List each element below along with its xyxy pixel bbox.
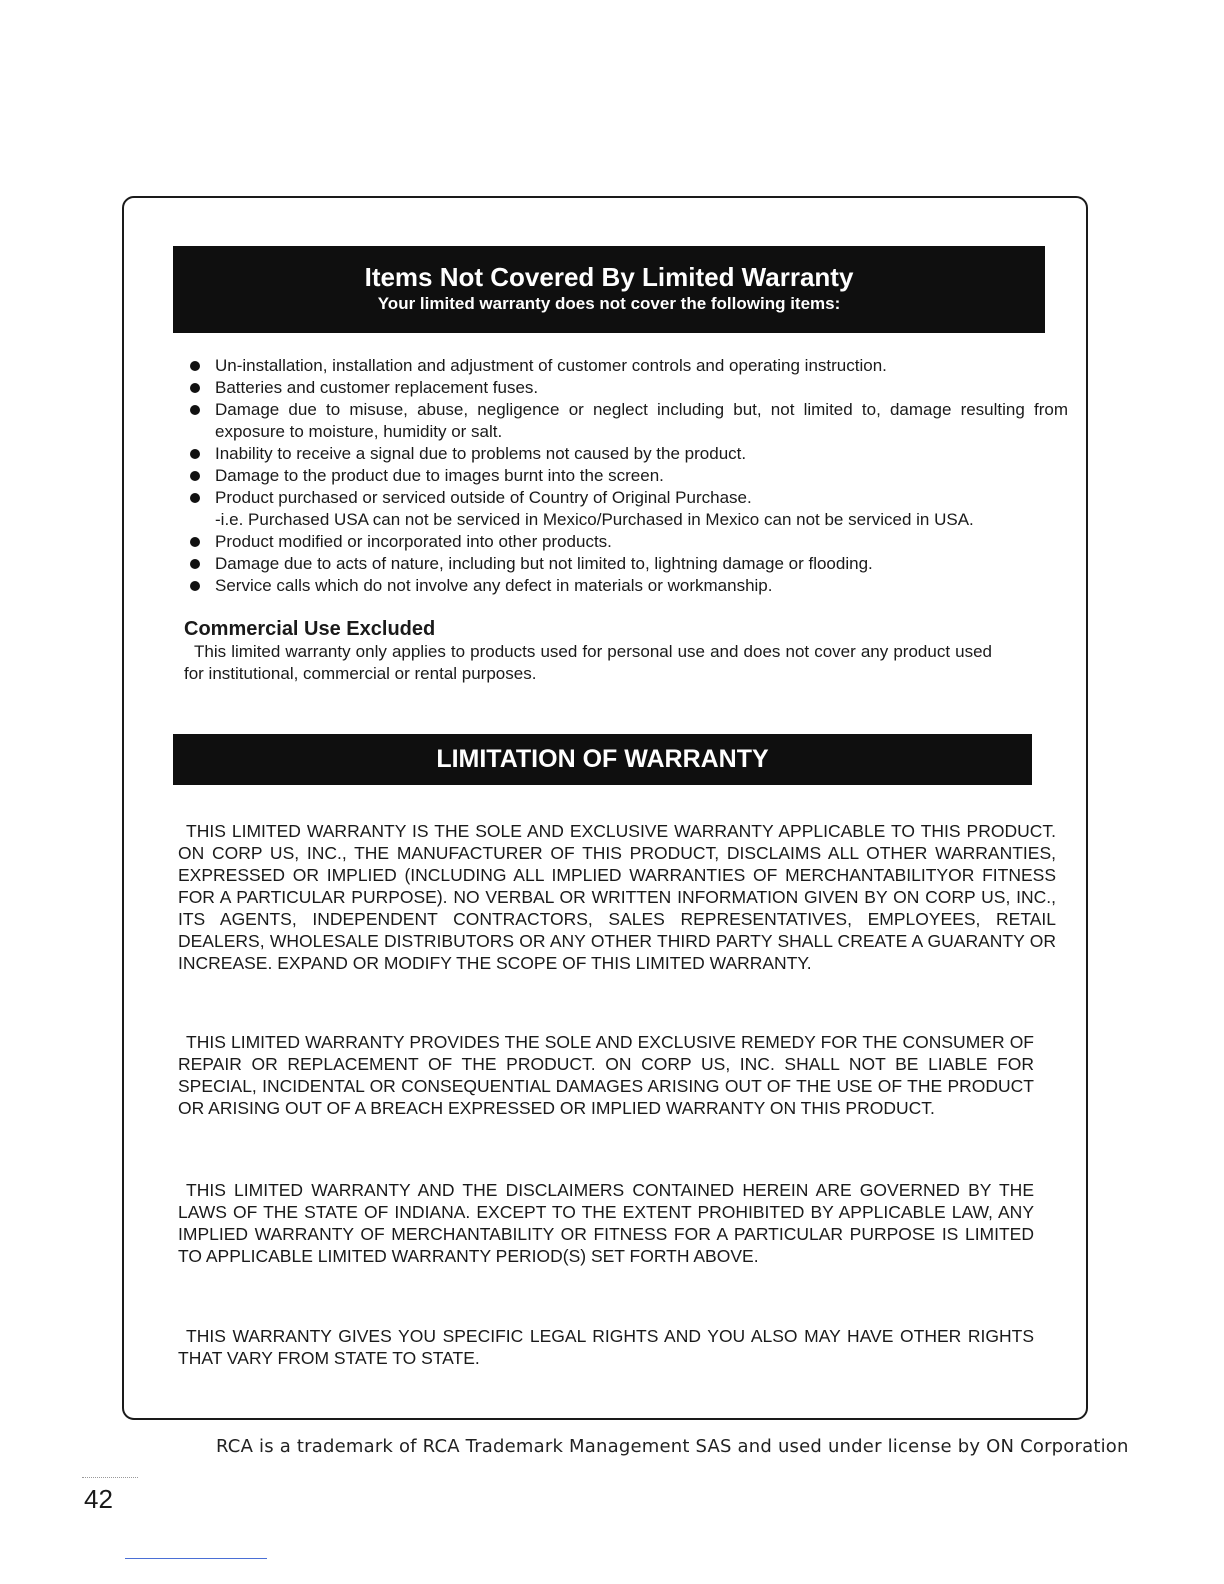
bullet-icon bbox=[190, 559, 200, 569]
list-item: Product modified or incorporated into other products. bbox=[188, 531, 1068, 553]
page-number-rule bbox=[82, 1477, 138, 1478]
items-not-covered-subtitle: Your limited warranty does not cover the following items: bbox=[377, 294, 841, 313]
list-item: Batteries and customer replacement fuses. bbox=[188, 377, 1068, 399]
commercial-use-text: This limited warranty only applies to products used for personal use and does not cover any product used for institutional, commercial or rental purposes. bbox=[184, 642, 992, 683]
bullet-icon bbox=[190, 449, 200, 459]
bullet-icon bbox=[190, 405, 200, 415]
list-item: Damage due to acts of nature, including but not limited to, lightning damage or flooding. bbox=[188, 553, 1068, 575]
list-item: Damage due to misuse, abuse, negligence or neglect including but, not limited to, damage resulting from exposure to moisture, humidity or salt. bbox=[188, 399, 1068, 443]
bullet-icon bbox=[190, 471, 200, 481]
limitation-paragraph-2: THIS LIMITED WARRANTY PROVIDES THE SOLE AND EXCLUSIVE REMEDY FOR THE CONSUMER OF REPAIR OR REPLACEMENT OF THE PRODUCT. ON CORP US, INC. SHALL NOT BE LIABLE FOR SPECIAL, INCIDENTAL OR CONSEQUENTIAL DAMAGES ARISING OUT OF THE USE OF THE PRODUCT OR ARISING OUT OF A BREACH EXPRESSED OR IMPLIED WARRANTY ON THIS PRODUCT. bbox=[178, 1032, 1034, 1118]
limitation-paragraph-3: THIS LIMITED WARRANTY AND THE DISCLAIMERS CONTAINED HEREIN ARE GOVERNED BY THE LAWS OF THE STATE OF INDIANA. EXCEPT TO THE EXTENT PROHIBITED BY APPLICABLE LAW, ANY IMPLIED WARRANTY OF MERCHANTABILITY OR FITNESS FOR A PARTICULAR PURPOSE IS LIMITED TO APPLICABLE LIMITED WARRANTY PERIOD(S) SET FORTH ABOVE. bbox=[178, 1180, 1034, 1266]
limitation-title: LIMITATION OF WARRANTY bbox=[436, 745, 769, 773]
commercial-use-heading: Commercial Use Excluded bbox=[184, 618, 436, 640]
list-item: Inability to receive a signal due to problems not caused by the product. bbox=[188, 443, 1068, 465]
bullet-icon bbox=[190, 493, 200, 503]
list-item: Product purchased or serviced outside of Country of Original Purchase. -i.e. Purchased USA can not be serviced in Mexico/Purchased in Mexico can not be serviced in USA. bbox=[188, 487, 1068, 531]
bullet-icon bbox=[190, 537, 200, 547]
bullet-icon bbox=[190, 361, 200, 371]
limitation-banner bbox=[173, 734, 1032, 785]
list-item-note: -i.e. Purchased USA can not be serviced in Mexico/Purchased in Mexico can not be serviced in USA. bbox=[215, 510, 974, 529]
page-number: 42 bbox=[84, 1484, 113, 1514]
list-item: Service calls which do not involve any defect in materials or workmanship. bbox=[188, 575, 1068, 597]
bullet-icon bbox=[190, 383, 200, 393]
limitation-paragraph-1: THIS LIMITED WARRANTY IS THE SOLE AND EXCLUSIVE WARRANTY APPLICABLE TO THIS PRODUCT. ON CORP US, INC., THE MANUFACTURER OF THIS PRODUCT, DISCLAIMS ALL OTHER WARRANTIES, EXPRESSED OR IMPLIED (INCLUDING ALL IMPLIED WARRANTIES OF MERCHANTABILITYOR FITNESS FOR A PARTICULAR PURPOSE). NO VERBAL OR WRITTEN INFORMATION GIVEN BY ON CORP US, INC., ITS AGENTS, INDEPENDENT CONTRACTORS, SALES REPRESENTATIVES, EMPLOYEES, RETAIL DEALERS, WHOLESALE DISTRIBUTORS OR ANY OTHER THIRD PARTY SHALL CREATE A GUARANTY OR INCREASE. EXPAND OR MODIFY THE SCOPE OF THIS LIMITED WARRANTY. bbox=[178, 821, 1056, 973]
footer-divider bbox=[125, 1558, 267, 1559]
not-covered-list bbox=[188, 355, 1068, 597]
list-item: Un-installation, installation and adjustment of customer controls and operating instruction. bbox=[188, 355, 1068, 377]
list-item: Damage to the product due to images burnt into the screen. bbox=[188, 465, 1068, 487]
limitation-paragraph-4: THIS WARRANTY GIVES YOU SPECIFIC LEGAL RIGHTS AND YOU ALSO MAY HAVE OTHER RIGHTS THAT VARY FROM STATE TO STATE. bbox=[178, 1326, 1034, 1368]
items-not-covered-title: Items Not Covered By Limited Warranty bbox=[364, 262, 854, 292]
items-not-covered-banner bbox=[173, 246, 1045, 333]
bullet-icon bbox=[190, 581, 200, 591]
trademark-notice: RCA is a trademark of RCA Trademark Management SAS and used under license by ON Corporation bbox=[216, 1436, 1129, 1457]
